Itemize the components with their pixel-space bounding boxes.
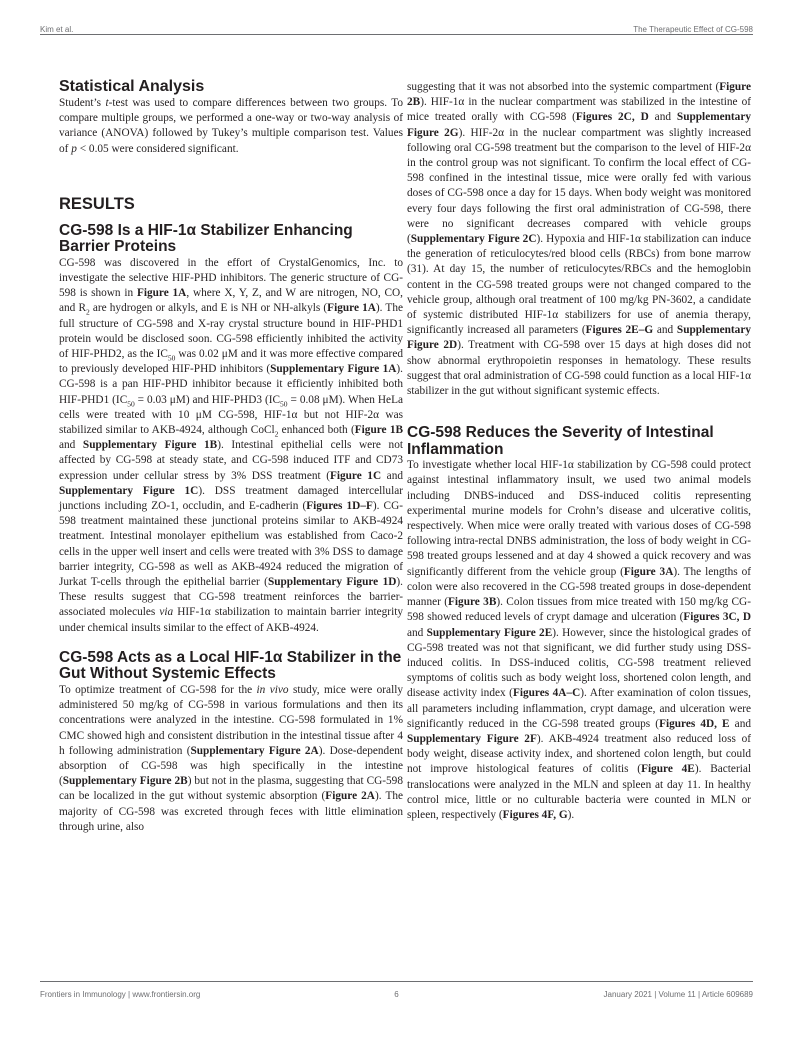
- footer-separator: |: [695, 990, 702, 999]
- header-rule: [40, 34, 753, 35]
- text-run: HIF-1α stabilization to maintain barrier integrity under chemical insults similar to the effect of AKB-4924.: [59, 606, 403, 634]
- figure-link[interactable]: Figure 3B: [448, 596, 497, 609]
- text-run: ). DSS treatment damaged intercellular junctions including ZO-1, occludin, and E-cadherin (: [59, 484, 403, 513]
- text-run: ). CG-598 is a pan HIF-PHD inhibitor because it efficiently inhibited both HIF-PHD1 (IC: [59, 363, 403, 406]
- text-run: ) but not in the plasma, suggesting that CG-598 can be localized in the gut without systemic absorption (: [59, 775, 403, 803]
- figure-link[interactable]: Figure 3A: [623, 565, 674, 578]
- text-run: ). The full structure of CG-598 and X-ray crystal structure bound in HIF-PHD1 protein would be disclosed soon. CG-598 efficiently inhibited the activity of HIF-PHD2, as the IC: [59, 302, 403, 361]
- figure-link[interactable]: Supplementary Figure 1A: [270, 363, 397, 376]
- footer-journal-info: [40, 990, 200, 999]
- text-run: and: [381, 469, 403, 482]
- footer-separator: |: [125, 990, 133, 999]
- text-run: ).: [567, 808, 575, 821]
- figure-link[interactable]: Figures 4A–C: [512, 687, 581, 700]
- italic-t: t: [105, 97, 109, 109]
- text-run: and: [729, 717, 751, 730]
- figure-link[interactable]: Supplementary Figure 2D: [407, 324, 751, 352]
- subsection-heading-local-stabilizer: CG-598 Acts as a Local HIF-1α Stabilizer in the Gut Without Systemic Effects: [59, 648, 402, 683]
- figure-link[interactable]: Supplementary Figure 2G: [407, 111, 751, 139]
- figure-link[interactable]: Figure 1B: [354, 424, 404, 437]
- figure-link[interactable]: Figures 2E–G: [585, 324, 654, 337]
- figure-link[interactable]: Figures 2C, D: [575, 111, 649, 124]
- text-run: are hydrogen or alkyls, and E is NH or NH-alkyls (: [89, 302, 328, 315]
- italic-via: via: [159, 606, 174, 619]
- figure-link[interactable]: Figure 1C: [329, 469, 382, 482]
- figure-link[interactable]: Figure 1A: [327, 302, 376, 315]
- results-heading: RESULTS: [59, 194, 135, 213]
- paragraph-statistical-analysis: [59, 96, 403, 157]
- text-run: = 0.08 μM). When HeLa cells were treated with 10 μM CG-598, HIF-1α but not HIF-2α was stabilized similar to AKB-4924, although CoCl: [59, 393, 403, 437]
- footer-rule: [40, 981, 753, 982]
- figure-link[interactable]: Supplementary Figure 2C: [410, 233, 537, 246]
- figure-link[interactable]: Figure 1A: [136, 287, 187, 300]
- footer-date: January 2021: [603, 990, 652, 999]
- page-footer: [40, 990, 753, 999]
- header-authors: Kim et al.: [40, 25, 74, 34]
- figure-link[interactable]: Supplementary Figure 1D: [267, 576, 397, 589]
- figure-link[interactable]: Figure 2B: [407, 81, 751, 109]
- figure-link[interactable]: Supplementary Figure 1C: [59, 484, 199, 497]
- text-run: , where X, Y, Z, and W are nitrogen, NO, CO, and R: [59, 287, 403, 315]
- italic-in-vivo: in vivo: [256, 683, 289, 696]
- text-run: < 0.05 were considered significant.: [76, 142, 239, 155]
- subscript: 2: [274, 429, 279, 439]
- text-run: CG-598 was discovered in the effort of CrystalGenomics, Inc. to investigate the selective HIF-PHD inhibitors. The generic structure of CG-598 is shown in: [59, 256, 403, 300]
- figure-link[interactable]: Figures 1D–F: [306, 500, 373, 513]
- text-run: was 0.02 μM and it was more effective compared to previously developed HIF-PHD inhibitors (: [59, 348, 403, 376]
- text-run: enhanced both (: [278, 424, 355, 437]
- text-run: ). After examination of colon tissues, all parameters including inflammation, crypt damage, and ulceration were significantly reduced in the CG-598 treated groups (: [407, 687, 751, 730]
- text-run: -test was used to compare differences between two groups. To compare multiple groups, we performed a one-way or two-way analysis of variance (ANOVA) followed by Tukey’s multiple comparison test. Values of: [59, 97, 403, 155]
- figure-link[interactable]: Supplementary Figure 2E: [426, 626, 553, 639]
- figure-link[interactable]: Supplementary Figure 2F: [407, 732, 537, 745]
- footer-separator: |: [652, 990, 659, 999]
- figure-link[interactable]: Figure 4E: [641, 763, 695, 776]
- footer-article: Article 609689: [701, 990, 753, 999]
- paragraph-local-stabilizer: [59, 683, 403, 835]
- text-run: and: [648, 111, 677, 124]
- subsection-heading-reduces-severity: CG-598 Reduces the Severity of Intestinal Inflammation: [407, 424, 714, 458]
- text-run: Student’s: [59, 97, 106, 109]
- subscript: 50: [167, 353, 176, 363]
- text-run: To optimize treatment of CG-598 for the: [59, 683, 257, 696]
- footer-journal: Frontiers in Immunology: [40, 990, 126, 999]
- text-run: ). The lengths of colon were also recovered in the CG-598 treated groups in dose-dependent manner (: [407, 565, 751, 609]
- footer-volume: Volume 11: [658, 990, 696, 999]
- figure-link[interactable]: Figures 4F, G: [502, 808, 568, 821]
- subsection-heading-hif-stabilizer: CG-598 Is a HIF-1α Stabilizer Enhancing Barrier Proteins: [59, 221, 353, 256]
- paragraph-hif-stabilizer: [59, 256, 403, 636]
- figure-link[interactable]: Supplementary Figure 2B: [62, 775, 188, 788]
- citation-link[interactable]: 31: [410, 263, 423, 276]
- text-run: and: [653, 324, 677, 337]
- subscript: 50: [280, 398, 288, 408]
- text-run: ). AKB-4924 treatment also reduced loss of body weight, disease activity index, and shortened colon length, but could not improve histological features of colitis (: [407, 732, 751, 776]
- running-header: [40, 14, 753, 34]
- text-run: ). These results suggest that CG-598 treatment reinforces the barrier-associated molecules: [59, 576, 403, 619]
- text-run: ). The majority of CG-598 was excreted through feces with little elimination through urine, also: [59, 790, 404, 833]
- footer-article-info: [604, 990, 753, 999]
- text-run: suggesting that it was not absorbed into the systemic compartment (: [407, 81, 720, 93]
- text-run: ). Treatment with CG-598 over 15 days at high doses did not show abnormal erythropoietin responses in hematology. These results suggest that oral administration of CG-598 could function as a local HIF-1α stabilizer in the gut without significant systemic effects.: [407, 339, 751, 398]
- italic-p: p: [71, 142, 77, 155]
- text-run: ). CG-598 treatment maintained these junctional proteins similar to AKB-4924 treatment. Intestinal monolayer epithelium was established from Caco-2 cells in the upper well insert and cells were treated with 3% DSS to damage barrier integrity, CG-598 as well as AKB-4924 reduced the migration of Jurkat T-cells through the epithelial barrier (: [59, 500, 403, 589]
- paragraph-reduces-severity: [407, 458, 751, 823]
- footer-website-link[interactable]: www.frontiersin.org: [132, 990, 201, 999]
- figure-link[interactable]: Figure 2A: [325, 790, 375, 803]
- text-run: ). HIF-1α in the nuclear compartment was stabilized in the intestine of mice treated orally with CG-598 (: [407, 96, 751, 124]
- text-run: and: [407, 626, 427, 639]
- figure-link[interactable]: Figures 4D, E: [659, 717, 730, 730]
- text-run: ). Colon tissues from mice treated with 150 mg/kg CG-598 showed reduced levels of crypt damage and ulceration (: [407, 596, 751, 624]
- text-run: ). However, since the histological grades of CG-598 treated was not that significant, we did further study using DSS-induced colitis. In DSS-induced colitis, CG-598 treatment relieved symptoms of colitis such as body weight loss, shortened colon length, and disease activity index (: [407, 626, 751, 700]
- figure-link[interactable]: Supplementary Figure 1B: [82, 439, 218, 452]
- figure-link[interactable]: Figures 3C, D: [683, 611, 751, 624]
- subscript: 50: [127, 398, 135, 408]
- page-number: 6: [394, 990, 399, 999]
- text-run: ). Intestinal epithelial cells were not affected by CG-598 at steady state, and CG-598 induced ITF and CD73 expression under cellular stress by 3% DSS treatment (: [59, 439, 403, 482]
- text-run: ). Dose-dependent absorption of CG-598 was high specifically in the intestine (: [59, 744, 403, 788]
- header-short-title: The Therapeutic Effect of CG-598: [633, 25, 753, 34]
- text-run: ). Bacterial translocations were analyzed in the MLN and spleen at day 11. In healthy control mice, little or no culturable bacteria were counted in MLN or spleen, respectively (: [407, 763, 752, 821]
- subscript: 2: [85, 307, 90, 317]
- text-run: ). HIF-2α in the nuclear compartment was slightly increased following oral CG-598 treatment but the comparison to the level of HIF-2α in the control group was not significant. To confirm the local effect of CG-598 confined in the intestinal tissue, mice were orally fed with various doses of CG-598 once a day for 15 days. When body weight was monitored every four days following the first oral administration of CG-598, there were no significant decreases compared with vehicle groups (: [407, 126, 751, 246]
- section-heading-statistical-analysis: Statistical Analysis: [59, 78, 205, 95]
- text-run: and: [59, 439, 83, 452]
- text-run: To investigate whether local HIF-1α stabilization by CG-598 could protect against intestinal inflammatory insult, we used two animal models including DNBS-induced and DSS-induced colitis representing experimental murine models for Crohn’s disease and ulcerative colitis, respectively. When mice were orally treated with various doses of CG-598 following intra-rectal DNBS administration, the loss of body weight in CG-598 treated groups lessened and at day 4 showed a quick recovery and was significantly different from the vehicle group (: [407, 459, 751, 578]
- figure-link[interactable]: Supplementary Figure 2A: [190, 744, 319, 757]
- text-run: ). At day 15, the number of reticulocytes/RBCs and the hemoglobin content in the CG-598 treated groups were not changed compared to the vehicle group, although oral treatment of 100 mg/kg PN-3602, a candidate of systemic distributed HIF-1α stabilizers for use of anemia therapy, significantly increased all parameters (: [407, 263, 751, 337]
- text-run: = 0.03 μM) and HIF-PHD3 (IC: [134, 393, 281, 406]
- text-run: ). Hypoxia and HIF-1α stabilization can induce the generation of reticulocytes/red blood cells (RBCs) from bone marrow (: [407, 233, 751, 276]
- paragraph-local-stabilizer-continued: [407, 80, 751, 399]
- text-run: study, mice were orally administered 50 mg/kg of CG-598 in various formulations and then its concentrations were analyzed in the intestine. CG-598 formulated in 1% CMC showed high and consistent distribution in the intestinal tissue after 4 h following administration (: [59, 683, 403, 757]
- right-column: [407, 80, 751, 823]
- left-column: [59, 78, 403, 835]
